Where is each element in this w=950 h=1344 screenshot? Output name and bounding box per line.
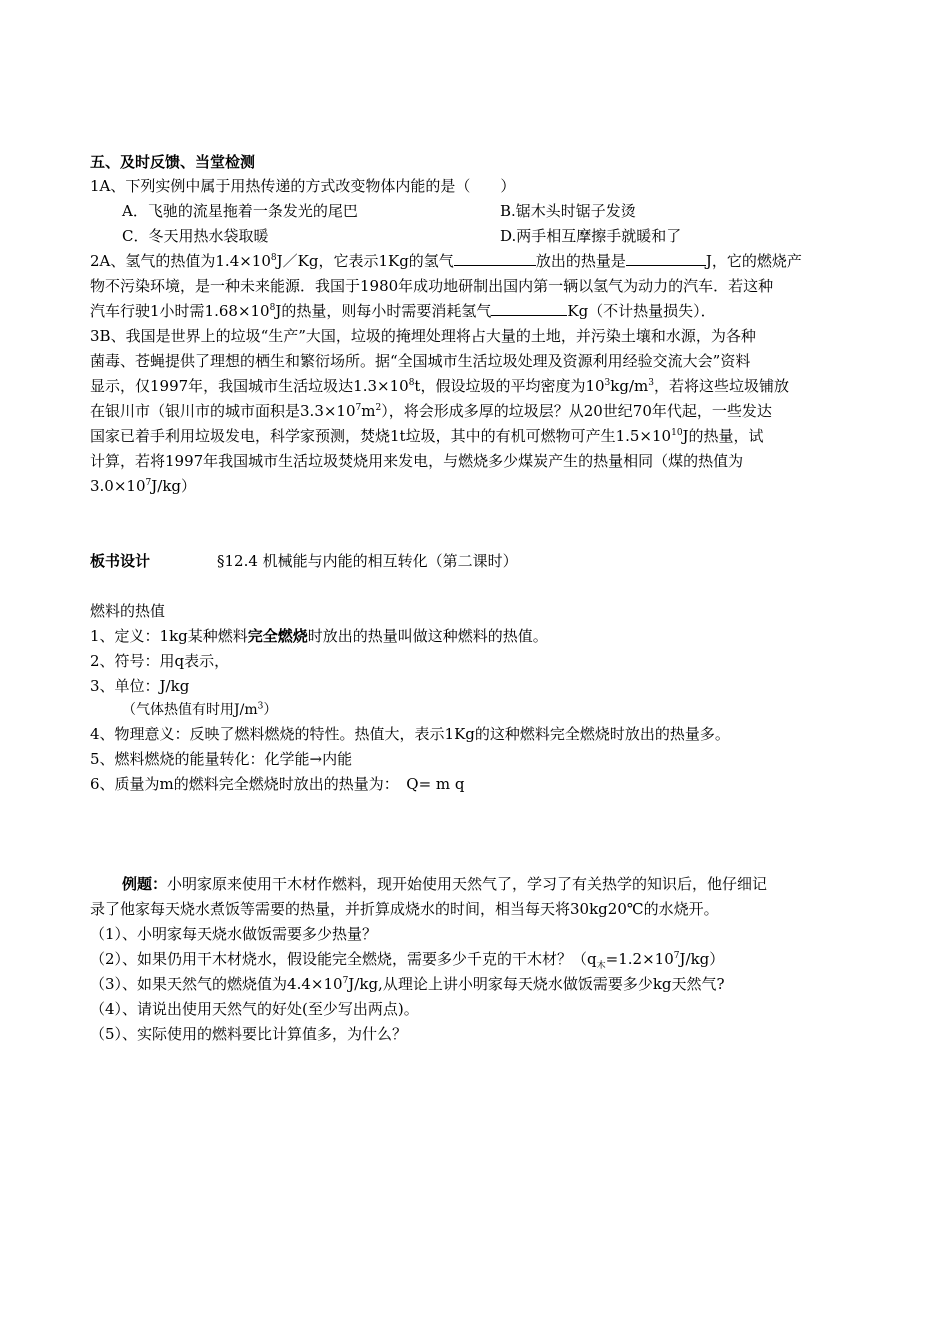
board-item-5: 5、燃料燃烧的能量转化：化学能→内能 <box>90 750 353 768</box>
example-line-2: 录了他家每天烧水煮饭等需要的热量，并折算成烧水的时间，相当每天将30kg20℃的水烧开。 <box>90 900 719 918</box>
question-1-stem: 1A、下列实例中属于用热传递的方式改变物体内能的是（ ） <box>90 177 516 195</box>
example-question-4: （4）、请说出使用天然气的好处(至少写出两点)。 <box>90 1000 419 1018</box>
answer-blank[interactable] <box>454 251 536 266</box>
question-3-line-5: 国家已着手利用垃圾发电，科学家预测，焚烧1t垃圾，其中的有机可燃物可产生$1.5\times 10^{10}J$的热量，试 <box>90 427 764 445</box>
example-line-1: 例题：小明家原来使用干木材作燃料，现开始使用天然气了，学习了有关热学的知识后，他仔细记 <box>90 874 862 894</box>
question-1-row-ab <box>122 201 894 221</box>
question-2-line-3: 汽车行驶1小时需$1.68\times 10^8J$的热量，则每小时需要消耗氢气 Kg（不计热量损失）． <box>90 302 716 320</box>
example-label: 例题： <box>122 875 168 893</box>
board-item-6: 6、质量为m的燃料完全燃烧时放出的热量为： Q= m q <box>90 775 465 793</box>
example-question-2: （2）、如果仍用干木材烧水，假设能完全燃烧，需要多少千克的干木材？$(q_木=1.2\times 10^7J/kg)$ <box>90 950 725 971</box>
board-item-3-note: （气体热值有时用$J/m^3$） <box>122 701 278 718</box>
board-topic: 燃料的热值 <box>90 602 166 620</box>
board-design-label: 板书设计 <box>90 552 151 570</box>
board-item-1: 1、定义：1kg某种燃料完全燃烧时放出的热量叫做这种燃料的热值。 <box>90 627 548 645</box>
question-2-line-2: 物不污染环境，是一种未来能源．我国于1980年成功地研制出国内第一辆以氢气为动力的汽车．若这种 <box>90 277 774 295</box>
question-3-line-2: 菌毒、苍蝇提供了理想的栖生和繁衍场所。据“全国城市生活垃圾处理及资源利用经验交流大会”资料 <box>90 352 751 370</box>
board-design-title: §12.4 机械能与内能的相互转化（第二课时） <box>217 552 518 570</box>
option-d: D.两手相互摩擦手就暖和了 <box>500 227 682 245</box>
option-c: C．冬天用热水袋取暖 <box>122 227 269 245</box>
board-item-2: 2、符号：用q表示， <box>90 652 230 670</box>
answer-blank[interactable] <box>491 301 567 316</box>
question-3-line-3: 显示，仅1997年，我国城市生活垃圾达$1.3\times 10^8t$，假设垃圾的平均密度为$10^3kg/m^3$，若将这些垃圾铺放 <box>90 377 789 395</box>
example-question-5: （5）、实际使用的燃料要比计算值多，为什么？ <box>90 1025 408 1043</box>
section-heading: 五、及时反馈、当堂检测 <box>90 153 256 171</box>
example-question-3: （3）、如果天然气的燃烧值为$4.4\times 10^7J/kg$,从理论上讲小明家每天烧水做饭需要多少kg天然气? <box>90 975 725 993</box>
question-3-line-6: 计算，若将1997年我国城市生活垃圾焚烧用来发电，与燃烧多少煤炭产生的热量相同（煤的热值为 <box>90 452 744 470</box>
question-3-line-7: $3.0\times 10^7J/kg$） <box>90 477 197 495</box>
question-3-line-1: 3B、我国是世界上的垃圾“生产”大国，垃圾的掩埋处理将占大量的土地，并污染土壤和水源，为各种 <box>90 327 756 345</box>
question-3-line-4: 在银川市（银川市的城市面积是$3.3\times 10^7m^2$），将会形成多厚的垃圾层？从20世纪70年代起，一些发达 <box>90 402 772 420</box>
board-design-header <box>90 551 862 571</box>
option-b: B.锯木头时锯子发烫 <box>500 202 636 220</box>
option-a: A．飞驰的流星拖着一条发光的尾巴 <box>122 202 358 220</box>
question-2-line-1: 2A、氢气的热值为$1.4\times 10^8J/Kg$，它表示1Kg的氢气 放出的热量是 J，它的燃烧产 <box>90 252 802 270</box>
example-question-1: （1）、小明家每天烧水做饭需要多少热量？ <box>90 925 378 943</box>
question-1-row-cd <box>122 226 894 246</box>
answer-blank[interactable] <box>626 251 706 266</box>
board-item-3: 3、单位：J/kg <box>90 677 190 695</box>
board-item-4: 4、物理意义：反映了燃料燃烧的特性。热值大，表示1Kg的这种燃料完全燃烧时放出的热量多。 <box>90 725 730 743</box>
